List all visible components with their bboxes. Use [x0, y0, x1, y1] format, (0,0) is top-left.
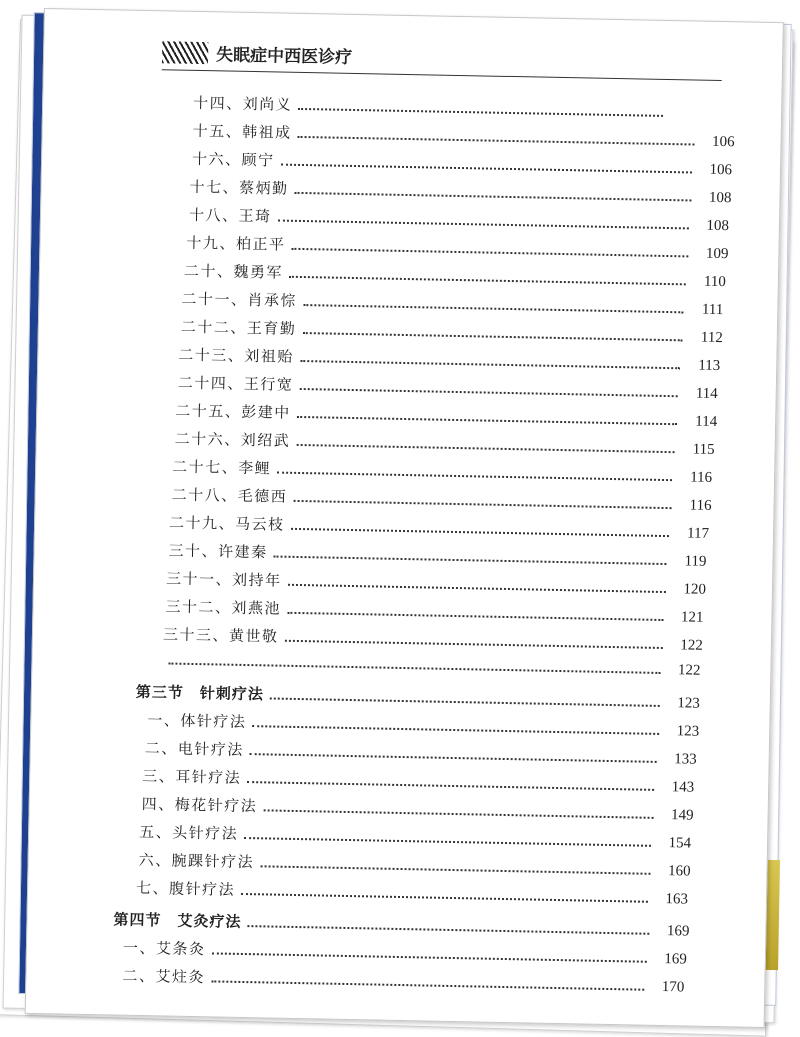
toc-leader-dots — [289, 265, 686, 286]
toc-row — [189, 204, 729, 236]
toc-row — [175, 428, 715, 460]
toc-page-number: 106 — [711, 133, 735, 151]
toc-leader-dots — [252, 714, 659, 735]
book-title: 失眠症中西医诊疗 — [215, 45, 353, 68]
toc-page-number: 112 — [700, 329, 723, 347]
toc-entry-title: 二十一、肖承悰 — [181, 289, 298, 310]
toc-page-number: 114 — [695, 385, 718, 403]
toc-entry-title: 二十八、毛德西 — [171, 485, 288, 506]
table-of-contents — [26, 9, 783, 1027]
toc-entry-title: 十五、韩祖成 — [192, 121, 292, 142]
toc-entry-title: 二十、魏勇军 — [183, 261, 284, 282]
toc-leader-dots — [298, 97, 663, 117]
toc-row — [168, 539, 706, 571]
toc-page — [25, 8, 784, 1028]
toc-page-number: 113 — [698, 357, 721, 375]
toc-section-row — [136, 681, 700, 714]
toc-entry-title: 四、梅花针疗法 — [141, 795, 258, 816]
toc-leader-dots — [284, 629, 663, 649]
toc-row — [171, 484, 711, 516]
toc-entry-title: 十七、蔡炳勤 — [189, 177, 289, 198]
toc-section-number: 第三节 — [135, 682, 185, 702]
toc-entry-title: 三十三、黄世敬 — [162, 625, 279, 646]
toc-page-number: 154 — [668, 835, 692, 852]
toc-leader-dots — [260, 854, 651, 874]
toc-entry-title: 三、耳针疗法 — [142, 767, 242, 787]
toc-page-number — [669, 117, 703, 118]
toc-row — [193, 92, 703, 124]
toc-leader-dots — [274, 545, 667, 566]
toc-row — [142, 793, 694, 826]
toc-page-number: 123 — [676, 723, 700, 740]
toc-row — [142, 765, 694, 798]
toc-entry-title: 二、艾炷灸 — [122, 966, 206, 987]
toc-leader-dots — [211, 941, 647, 962]
toc-leader-dots — [299, 377, 678, 397]
toc-leader-dots — [287, 573, 666, 593]
toc-leader-dots — [281, 153, 693, 174]
toc-row — [169, 511, 709, 543]
toc-row — [122, 965, 684, 998]
toc-entry-title: 三十二、刘燕池 — [165, 597, 282, 618]
toc-row — [123, 937, 687, 970]
toc-leader-dots — [211, 969, 645, 990]
toc-leader-dots — [241, 882, 648, 903]
toc-row — [145, 737, 697, 770]
toc-page-number: 116 — [689, 469, 713, 486]
toc-page-number: 123 — [677, 695, 700, 712]
toc-entry-title: 二十九、马云枝 — [168, 513, 285, 534]
toc-row — [147, 709, 699, 742]
toc-row — [165, 595, 703, 627]
toc-page-number: 108 — [706, 217, 730, 235]
toc-leader-dots — [302, 321, 683, 341]
toc-leader-dots — [247, 914, 649, 935]
toc-leader-dots — [294, 181, 691, 202]
toc-leader-dots — [263, 798, 654, 818]
toc-page-number: 143 — [671, 779, 695, 796]
toc-row — [184, 260, 726, 292]
toc-entry-title: 三十一、刘持年 — [165, 569, 282, 590]
toc-row — [186, 232, 728, 264]
toc-entry-title: 十九、柏正平 — [186, 233, 286, 254]
toc-leader-dots — [277, 209, 689, 230]
toc-leader-dots — [297, 405, 678, 425]
toc-page-number: 160 — [667, 863, 691, 880]
toc-page-number: 119 — [684, 553, 707, 570]
toc-entry-title: 六、腕踝针疗法 — [138, 850, 255, 872]
toc-leader-dots — [293, 489, 672, 509]
toc-entry-title: 十六、顾宁 — [191, 149, 275, 170]
toc-row — [172, 456, 712, 488]
toc-row — [181, 288, 723, 320]
toc-page-number: 169 — [666, 923, 690, 940]
toc-entry-title: 十八、王琦 — [188, 205, 272, 226]
toc-row — [166, 567, 706, 599]
toc-entry-title: 二十二、王育勤 — [180, 317, 297, 338]
toc-entry-title: 二十五、彭建中 — [175, 401, 291, 422]
toc-entry-title: 一、体针疗法 — [147, 711, 247, 732]
toc-row — [189, 176, 731, 208]
toc-entry-title — [113, 909, 241, 932]
toc-page-number: 115 — [692, 441, 715, 458]
toc-page-number: 116 — [689, 497, 712, 514]
toc-leader-dots — [300, 349, 681, 369]
toc-row — [175, 400, 717, 432]
toc-leader-dots — [247, 770, 654, 791]
toc-row — [178, 372, 718, 404]
toc-row — [162, 651, 700, 683]
toc-leader-dots — [250, 742, 657, 763]
toc-page-number: 117 — [686, 525, 710, 542]
toc-page-number: 106 — [709, 161, 733, 179]
toc-row — [181, 316, 723, 348]
toc-page-number: 149 — [670, 807, 694, 824]
toc-page-number: 121 — [680, 609, 704, 626]
toc-row — [192, 148, 732, 180]
toc-entry-title: 三十、许建秦 — [168, 541, 268, 562]
toc-entry-title: 一、艾条灸 — [122, 938, 206, 959]
toc-row — [178, 344, 720, 376]
toc-section-title: 艾灸疗法 — [177, 911, 242, 931]
toc-leader-dots — [303, 293, 684, 313]
toc-page-number: 120 — [683, 581, 707, 598]
toc-page-number: 114 — [695, 413, 718, 430]
toc-entry-title: 二、电针疗法 — [144, 739, 244, 759]
toc-entry-title: 二十三、刘祖贻 — [178, 345, 295, 366]
toc-entry-title: 五、头针疗法 — [139, 822, 239, 843]
toc-row — [138, 849, 690, 882]
toc-section-row — [113, 909, 689, 942]
toc-row — [163, 623, 703, 655]
toc-entry-title: 二十六、刘绍武 — [174, 429, 291, 450]
toc-leader-dots — [244, 826, 651, 847]
toc-row — [192, 120, 734, 152]
toc-row — [139, 821, 691, 854]
toc-leader-dots — [296, 433, 675, 453]
toc-page-number: 109 — [705, 245, 729, 263]
toc-entry-title: 十四、刘尚义 — [193, 93, 293, 114]
toc-page-number: 169 — [664, 951, 688, 968]
toc-page-number: 108 — [708, 189, 732, 207]
toc-page-number: 111 — [701, 301, 724, 319]
toc-page-number: 122 — [680, 637, 704, 654]
toc-page-number: 110 — [703, 273, 727, 291]
toc-entry-title: 七、腹针疗法 — [135, 878, 236, 899]
toc-entry-title — [136, 681, 264, 704]
toc-entry-title: 二十四、王行宽 — [177, 373, 294, 394]
toc-section-number: 第四节 — [113, 910, 162, 930]
toc-leader-dots — [168, 652, 660, 674]
toc-leader-dots — [298, 125, 695, 146]
toc-leader-dots — [277, 461, 672, 482]
toc-leader-dots — [270, 686, 660, 706]
toc-leader-dots — [287, 601, 664, 621]
toc-section-title: 针刺疗法 — [199, 684, 265, 704]
toc-page-number: 133 — [674, 751, 697, 768]
toc-page-number: 122 — [677, 662, 701, 679]
toc-leader-dots — [291, 237, 688, 258]
toc-leader-dots — [291, 517, 670, 537]
toc-page-number: 170 — [661, 979, 685, 996]
toc-page-number: 163 — [665, 891, 689, 908]
toc-entry-title: 二十七、李鲤 — [172, 457, 272, 478]
toc-row — [136, 877, 688, 910]
